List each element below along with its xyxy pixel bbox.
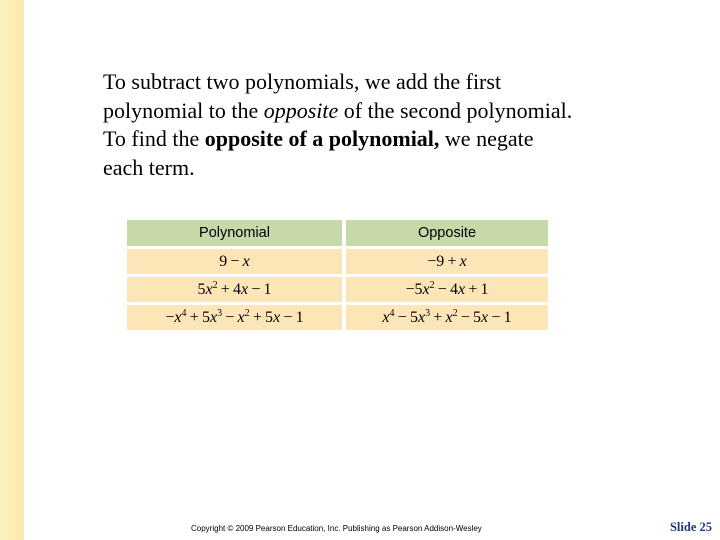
header-opposite: Opposite [346, 220, 548, 246]
opposite-cell: $x^4 - 5x^3 + x^2 - 5x - 1$ [346, 305, 548, 330]
line3-text-b: we negate [439, 126, 534, 151]
polynomial-cell: 9 − x [127, 249, 342, 274]
body-paragraph [103, 68, 663, 182]
emphasis-opposite: opposite [263, 97, 339, 123]
opposite-cell: $-5x^2 - 4x + 1$ [346, 277, 548, 302]
table-row [127, 305, 548, 330]
left-accent-bar [0, 0, 24, 540]
polynomial-opposite-table [127, 220, 552, 336]
bold-term-opposite-of-polynomial: opposite of a polynomial, [204, 126, 440, 151]
opposite-cell: −9 + x [346, 249, 548, 274]
header-polynomial: Polynomial [127, 220, 342, 246]
table-row [127, 249, 548, 274]
slide-number: Slide 25 [669, 520, 712, 534]
line2-text-b: of the second polynomial. [338, 97, 573, 123]
copyright-footer: Copyright © 2009 Pearson Education, Inc. Publishing as Pearson Addison-Wesley [191, 524, 482, 533]
paragraph-line-3 [103, 125, 663, 154]
polynomial-cell: $5x^2 + 4x - 1$ [127, 277, 342, 302]
line3-text-a: To find the [103, 126, 205, 151]
line2-text-a: polynomial to the [103, 97, 264, 123]
paragraph-line-2 [103, 97, 663, 126]
paragraph-line-1: To subtract two polynomials, we add the first [103, 69, 502, 94]
table-header-row [127, 220, 548, 246]
table-row [127, 277, 548, 302]
paragraph-line-4: each term. [103, 154, 195, 180]
polynomial-cell: $-x^4 + 5x^3 - x^2 + 5x - 1$ [127, 305, 342, 330]
